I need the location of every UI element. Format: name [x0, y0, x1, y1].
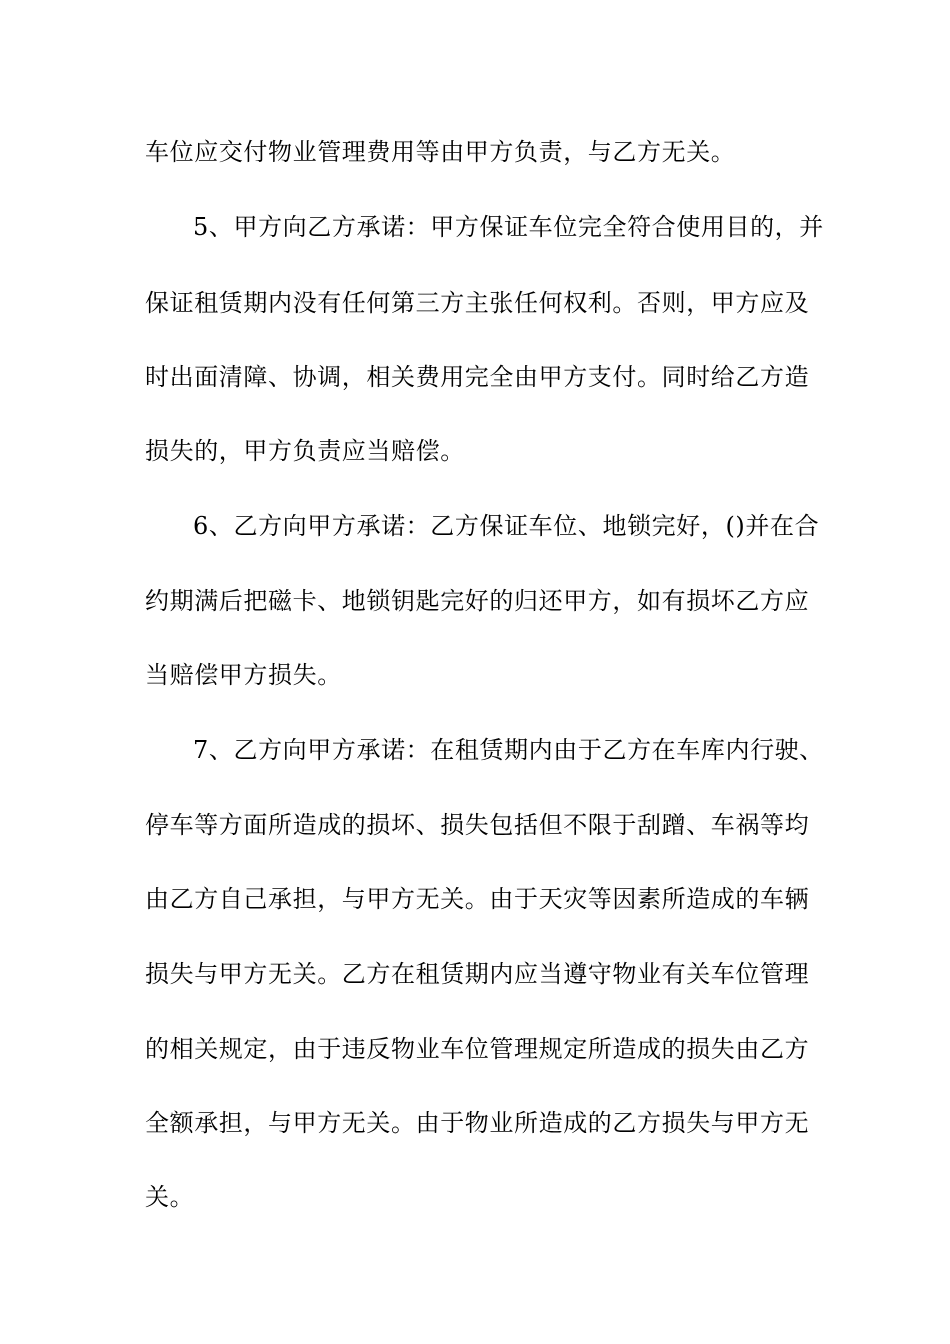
paragraph-7-line-6: 全额承担，与甲方无关。由于物业所造成的乙方损失与甲方无 — [145, 1109, 810, 1137]
paragraph-7-line-2: 停车等方面所造成的损坏、损失包括但不限于刮蹭、车祸等均 — [145, 811, 810, 839]
paragraph-7-line-4: 损失与甲方无关。乙方在租赁期内应当遵守物业有关车位管理 — [145, 960, 810, 988]
paragraph-7-line-7: 关。 — [145, 1183, 195, 1211]
paragraph-5-line-3: 时出面清障、协调，相关费用完全由甲方支付。同时给乙方造 — [145, 363, 810, 391]
paragraph-4-line-2: 车位应交付物业管理费用等由甲方负责，与乙方无关。 — [145, 138, 736, 166]
paragraph-5-line-2: 保证租赁期内没有任何第三方主张任何权利。否则，甲方应及 — [145, 289, 810, 317]
paragraph-5-line-1: 5、甲方向乙方承诺：甲方保证车位完全符合使用目的，并 — [193, 213, 824, 241]
paragraph-7-line-3: 由乙方自己承担，与甲方无关。由于天灾等因素所造成的车辆 — [145, 885, 810, 913]
paragraph-5-line-4: 损失的，甲方负责应当赔偿。 — [145, 437, 465, 465]
paragraph-7-line-1: 7、乙方向甲方承诺：在租赁期内由于乙方在车库内行驶、 — [193, 736, 824, 764]
paragraph-6-line-3: 当赔偿甲方损失。 — [145, 661, 342, 689]
paragraph-7-line-5: 的相关规定，由于违反物业车位管理规定所造成的损失由乙方 — [145, 1035, 810, 1063]
paragraph-6-line-1: 6、乙方向甲方承诺：乙方保证车位、地锁完好，()并在合 — [193, 512, 820, 540]
paragraph-6-line-2: 约期满后把磁卡、地锁钥匙完好的归还甲方，如有损坏乙方应 — [145, 587, 810, 615]
